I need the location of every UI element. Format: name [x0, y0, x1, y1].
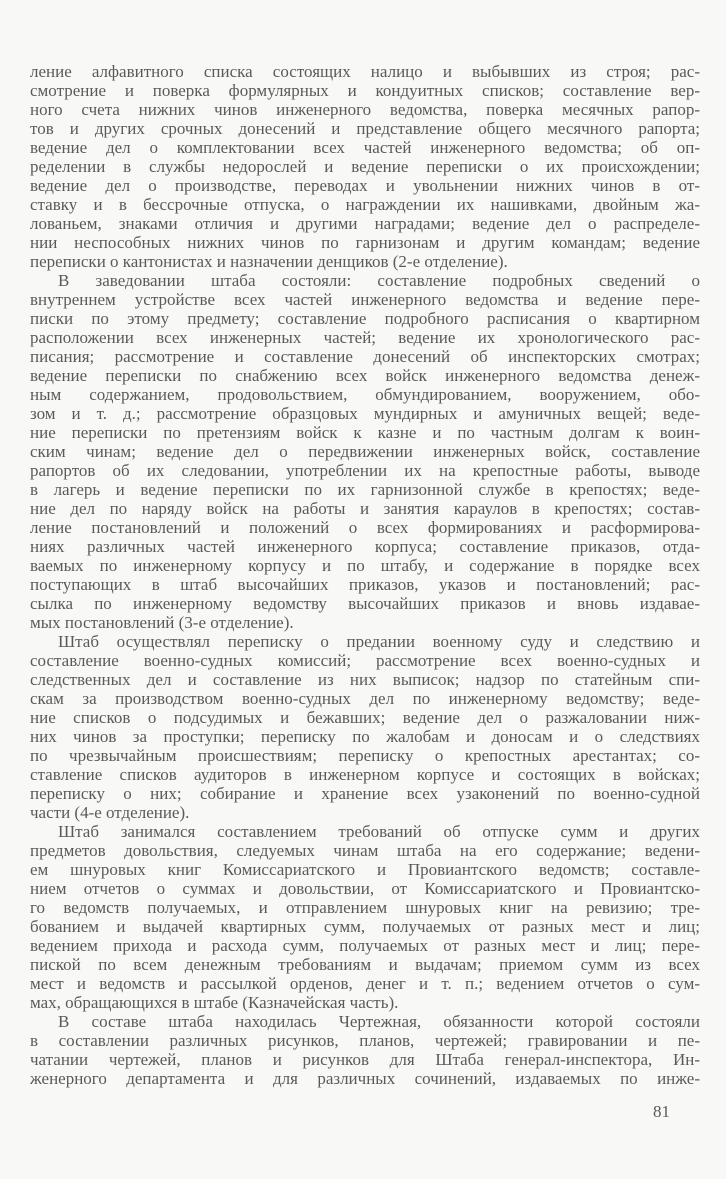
text-line: ставку и в бессрочные отпуска, о награждении их нашивками, двойным жа-	[30, 195, 700, 214]
paragraph	[30, 1012, 700, 1088]
paragraph	[30, 62, 700, 271]
text-line: ским чинам; ведение дел о передвижении инженерных войск, составление	[30, 442, 700, 461]
text-line: скам за производством военно-судных дел по инженерному ведомству; веде-	[30, 689, 700, 708]
paragraph	[30, 271, 700, 632]
page-body	[30, 62, 700, 1088]
text-line: бованием и выдачей квартирных сумм, получаемых от разных мест и лиц;	[30, 917, 700, 936]
text-line: ределении в службы недорослей и ведение переписки о их происхождении;	[30, 157, 700, 176]
text-line: поступающих в штаб высочайших приказов, указов и постановлений; рас-	[30, 575, 700, 594]
text-line: мест и ведомств и рассылкой орденов, денег и т. п.; ведением отчетов о сум-	[30, 974, 700, 993]
text-line: писания; рассмотрение и составление донесений об инспекторских смотрах;	[30, 347, 700, 366]
text-line: Штаб занимался составлением требований об отпуске сумм и других	[58, 822, 700, 841]
text-line: Штаб осуществлял переписку о предании военному суду и следствию и	[58, 632, 700, 651]
text-line: части (4-е отделение).	[30, 803, 190, 822]
text-line: пиской по всем денежным требованиям и выдачам; приемом сумм из всех	[30, 955, 700, 974]
text-line: женерного департамента и для различных сочинений, издаваемых по инже-	[30, 1069, 700, 1088]
text-line: переписку о них; собирание и хранение всех узаконений по военно-судной	[30, 784, 700, 803]
text-line: рапортов об их следовании, употреблении их на крепостные работы, выводе	[30, 461, 700, 480]
text-line: мых постановлений (3-е отделение).	[30, 613, 294, 632]
paragraph	[30, 632, 700, 822]
text-line: ем шнуровых книг Комиссариатского и Провиантского ведомств; составле-	[30, 860, 700, 879]
text-line: В заведовании штаба состояли: составление подробных сведений о	[58, 271, 700, 290]
text-line: нии неспособных нижних чинов по гарнизонам и другим командам; ведение	[30, 233, 700, 252]
text-line: В составе штаба находилась Чертежная, обязанности которой состояли	[58, 1012, 700, 1031]
text-line: них чинов за проступки; переписку по жалобам и доносам и о следствиях	[30, 727, 700, 746]
text-line: ведением прихода и расхода сумм, получаемых от разных мест и лиц; пере-	[30, 936, 700, 955]
text-line: в лагерь и ведение переписки по их гарнизонной службе в крепостях; веде-	[30, 480, 700, 499]
text-line: зом и т. д.; рассмотрение образцовых мундирных и амуничных вещей; веде-	[30, 404, 700, 423]
text-line: го ведомств получаемых, и отправлением шнуровых книг на ревизию; тре-	[30, 898, 700, 917]
text-line: ного счета нижних чинов инженерного ведомства, поверка месячных рапор-	[30, 100, 700, 119]
text-line: ваемых по инженерному корпусу и по штабу, и содержание в порядке всех	[30, 556, 700, 575]
paragraph	[30, 822, 700, 1012]
text-line: расположении всех инженерных частей; ведение их хронологического рас-	[30, 328, 700, 347]
text-line: тов и других срочных донесений и представление общего месячного рапорта;	[30, 119, 700, 138]
text-line: ведение дел о производстве, переводах и увольнении нижних чинов в от-	[30, 176, 700, 195]
text-line: ведение переписки по снабжению всех войск инженерного ведомства денеж-	[30, 366, 700, 385]
text-line: ление алфавитного списка состоящих налицо и выбывших из строя; рас-	[30, 62, 700, 81]
text-line: ние переписки по претензиям войск к казне и по частным долгам к воин-	[30, 423, 700, 442]
text-line: ние списков о подсудимых и бежавших; ведение дел о разжаловании ниж-	[30, 708, 700, 727]
text-line: писки по этому предмету; составление подробного расписания о квартирном	[30, 309, 700, 328]
text-line: мах, обращающихся в штабе (Казначейская часть).	[30, 993, 399, 1012]
text-line: ление постановлений и положений о всех формированиях и расформирова-	[30, 518, 700, 537]
text-line: следственных дел и составление из них выписок; надзор по статейным спи-	[30, 670, 700, 689]
text-line: переписки о кантонистах и назначении денщиков (2-е отделение).	[30, 252, 508, 271]
text-line: предметов довольствия, следуемых чинам штаба на его содержание; ведени-	[30, 841, 700, 860]
text-line: смотрение и поверка формулярных и кондуитных списков; составление вер-	[30, 81, 700, 100]
text-line: чатании чертежей, планов и рисунков для Штаба генерал-инспектора, Ин-	[30, 1050, 700, 1069]
text-line: составление военно-судных комиссий; рассмотрение всех военно-судных и	[30, 651, 700, 670]
text-line: внутреннем устройстве всех частей инженерного ведомства и ведение пере-	[30, 290, 700, 309]
text-line: в составлении различных рисунков, планов, чертежей; гравировании и пе-	[30, 1031, 700, 1050]
text-line: ным содержанием, продовольствием, обмундированием, вооружением, обо-	[30, 385, 700, 404]
page-number: 81	[653, 1102, 670, 1121]
text-line: лованьем, знаками отличия и другими наградами; ведение дел о распределе-	[30, 214, 700, 233]
text-line: ниях различных частей инженерного корпуса; составление приказов, отда-	[30, 537, 700, 556]
text-line: по чрезвычайным происшествиям; переписку о крепостных арестантах; со-	[30, 746, 700, 765]
text-line: нием отчетов о суммах и довольствии, от Комиссариатского и Провиантско-	[30, 879, 700, 898]
text-line: ставление списков аудиторов в инженерном корпусе и состоящих в войсках;	[30, 765, 700, 784]
text-line: сылка по инженерному ведомству высочайших приказов и вновь издавае-	[30, 594, 700, 613]
text-line: ние дел по наряду войск на работы и занятия караулов в крепостях; состав-	[30, 499, 700, 518]
text-line: ведение дел о комплектовании всех частей инженерного ведомства; об оп-	[30, 138, 700, 157]
